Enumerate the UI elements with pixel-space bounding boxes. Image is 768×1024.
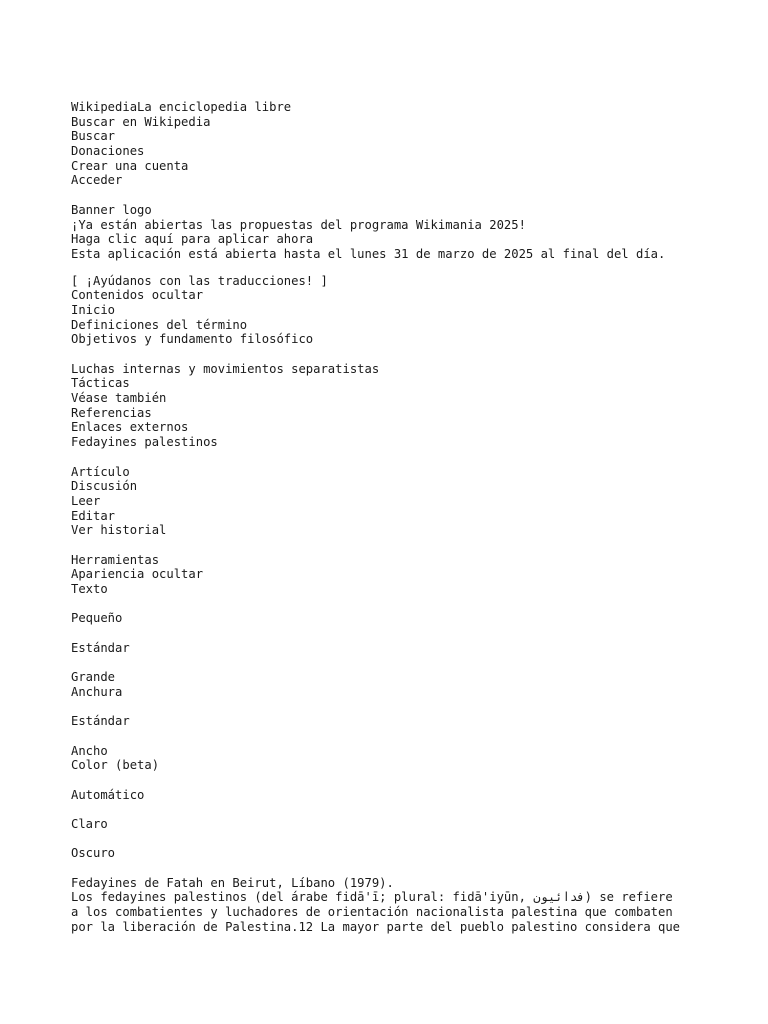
toc-item-tacticas[interactable]: Tácticas (71, 376, 130, 391)
color-auto-option[interactable]: Automático (71, 787, 145, 802)
login-link[interactable]: Acceder (71, 173, 123, 188)
color-label: Color (beta) (71, 758, 160, 773)
text-size-small-option[interactable]: Pequeño (71, 611, 123, 626)
color-dark-option[interactable]: Oscuro (71, 846, 116, 861)
width-standard-option[interactable]: Estándar (71, 714, 130, 729)
tab-read[interactable]: Leer (71, 493, 101, 508)
wikipedia-wordmark[interactable]: Wikipedia (71, 100, 138, 114)
toc-item-enlaces[interactable]: Enlaces externos (71, 420, 189, 435)
text-size-label: Texto (71, 582, 108, 596)
banner-cta-link[interactable]: Haga clic aquí para aplicar ahora (71, 232, 314, 247)
text-size-large-option[interactable]: Grande (71, 670, 116, 685)
image-caption: Fedayines de Fatah en Beirut, Líbano (1979). (71, 875, 394, 890)
tab-article[interactable]: Artículo (71, 464, 130, 479)
intro-paragraph-line-2: a los combatientes y luchadores de orientación nacionalista palestina que combaten (71, 905, 673, 920)
width-label: Anchura (71, 684, 123, 699)
banner-headline: ¡Ya están abiertas las propuestas del programa Wikimania 2025! (71, 217, 526, 232)
donate-link[interactable]: Donaciones (71, 144, 145, 159)
intro-paragraph-line-1: Los fedayines palestinos (del árabe fidā'ī; plural: fidā'iyūn, فدائيون) se refiere (71, 890, 673, 905)
appearance-heading[interactable]: Apariencia ocultar (71, 567, 204, 582)
tab-talk[interactable]: Discusión (71, 479, 138, 494)
text-size-standard-option[interactable]: Estándar (71, 640, 130, 655)
wikipedia-tagline: La enciclopedia libre (137, 100, 292, 114)
toc-item-luchas[interactable]: Luchas internas y movimientos separatistas (71, 361, 380, 376)
toc-item-referencias[interactable]: Referencias (71, 405, 152, 420)
translate-help-link[interactable]: [ ¡Ayúdanos con las traducciones! ] (71, 273, 328, 288)
toc-heading[interactable]: Contenidos ocultar (71, 288, 204, 303)
page-content (71, 100, 751, 935)
intro-paragraph-line-3: por la liberación de Palestina.12 La mayor parte del pueblo palestino considera que (71, 919, 681, 934)
search-input[interactable]: Buscar en Wikipedia (71, 114, 211, 129)
toc-item-definiciones[interactable]: Definiciones del término (71, 317, 248, 332)
toc-item-inicio[interactable]: Inicio (71, 302, 116, 317)
toc-item-objetivos[interactable]: Objetivos y fundamento filosófico (71, 332, 314, 347)
banner-deadline: Esta aplicación está abierta hasta el lunes 31 de marzo de 2025 al final del día. (71, 246, 666, 261)
color-light-option[interactable]: Claro (71, 817, 108, 831)
tab-history[interactable]: Ver historial (71, 523, 167, 538)
create-account-link[interactable]: Crear una cuenta (71, 158, 189, 173)
banner-logo: Banner logo (71, 202, 152, 217)
header-brand[interactable] (71, 100, 751, 115)
toc-item-vease[interactable]: Véase también (71, 391, 167, 406)
tools-menu[interactable]: Herramientas (71, 552, 160, 567)
search-button[interactable]: Buscar (71, 129, 116, 144)
page-title: Fedayines palestinos (71, 435, 218, 450)
tab-edit[interactable]: Editar (71, 508, 116, 523)
width-wide-option[interactable]: Ancho (71, 743, 108, 758)
